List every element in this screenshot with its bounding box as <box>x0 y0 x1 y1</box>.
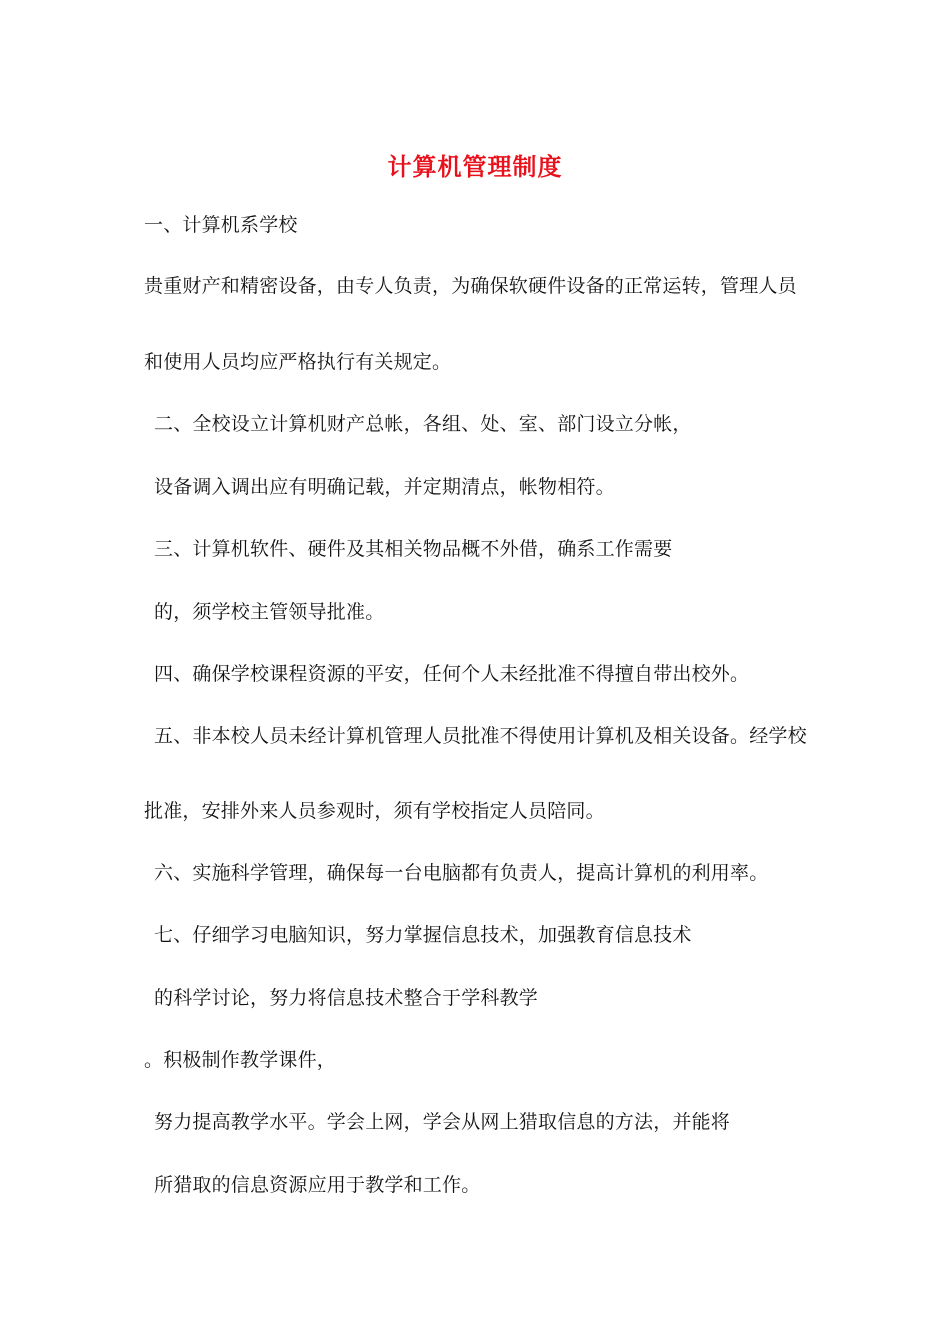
paragraph-line-15: 努力提高教学水平。学会上网，学会从网上猎取信息的方法，并能将 <box>154 1111 731 1133</box>
document-title: 计算机管理制度 <box>387 153 563 181</box>
paragraph-line-2: 贵重财产和精密设备，由专人负责，为确保软硬件设备的正常运转，管理人员 <box>144 275 797 297</box>
paragraph-line-1: 一、计算机系学校 <box>144 214 298 236</box>
paragraph-line-3: 和使用人员均应严格执行有关规定。 <box>144 351 452 373</box>
paragraph-line-11: 六、实施科学管理，确保每一台电脑都有负责人，提高计算机的利用率。 <box>154 862 769 884</box>
paragraph-line-13: 的科学讨论，努力将信息技术整合于学科教学 <box>154 987 539 1009</box>
paragraph-line-4: 二、全校设立计算机财产总帐，各组、处、室、部门设立分帐， <box>154 413 692 435</box>
paragraph-line-14: 。积极制作教学课件， <box>144 1049 337 1071</box>
paragraph-line-8: 四、确保学校课程资源的平安，任何个人未经批准不得擅自带出校外。 <box>154 663 750 685</box>
paragraph-line-7: 的，须学校主管领导批准。 <box>154 601 385 623</box>
paragraph-line-6: 三、计算机软件、硬件及其相关物品概不外借，确系工作需要 <box>154 538 673 560</box>
paragraph-line-12: 七、仔细学习电脑知识，努力掌握信息技术，加强教育信息技术 <box>154 924 692 946</box>
paragraph-line-10: 批准，安排外来人员参观时，须有学校指定人员陪同。 <box>144 800 605 822</box>
paragraph-line-9: 五、非本校人员未经计算机管理人员批准不得使用计算机及相关设备。经学校 <box>154 725 807 747</box>
paragraph-line-5: 设备调入调出应有明确记载，并定期清点，帐物相符。 <box>154 476 615 498</box>
paragraph-line-16: 所猎取的信息资源应用于教学和工作。 <box>154 1174 481 1196</box>
